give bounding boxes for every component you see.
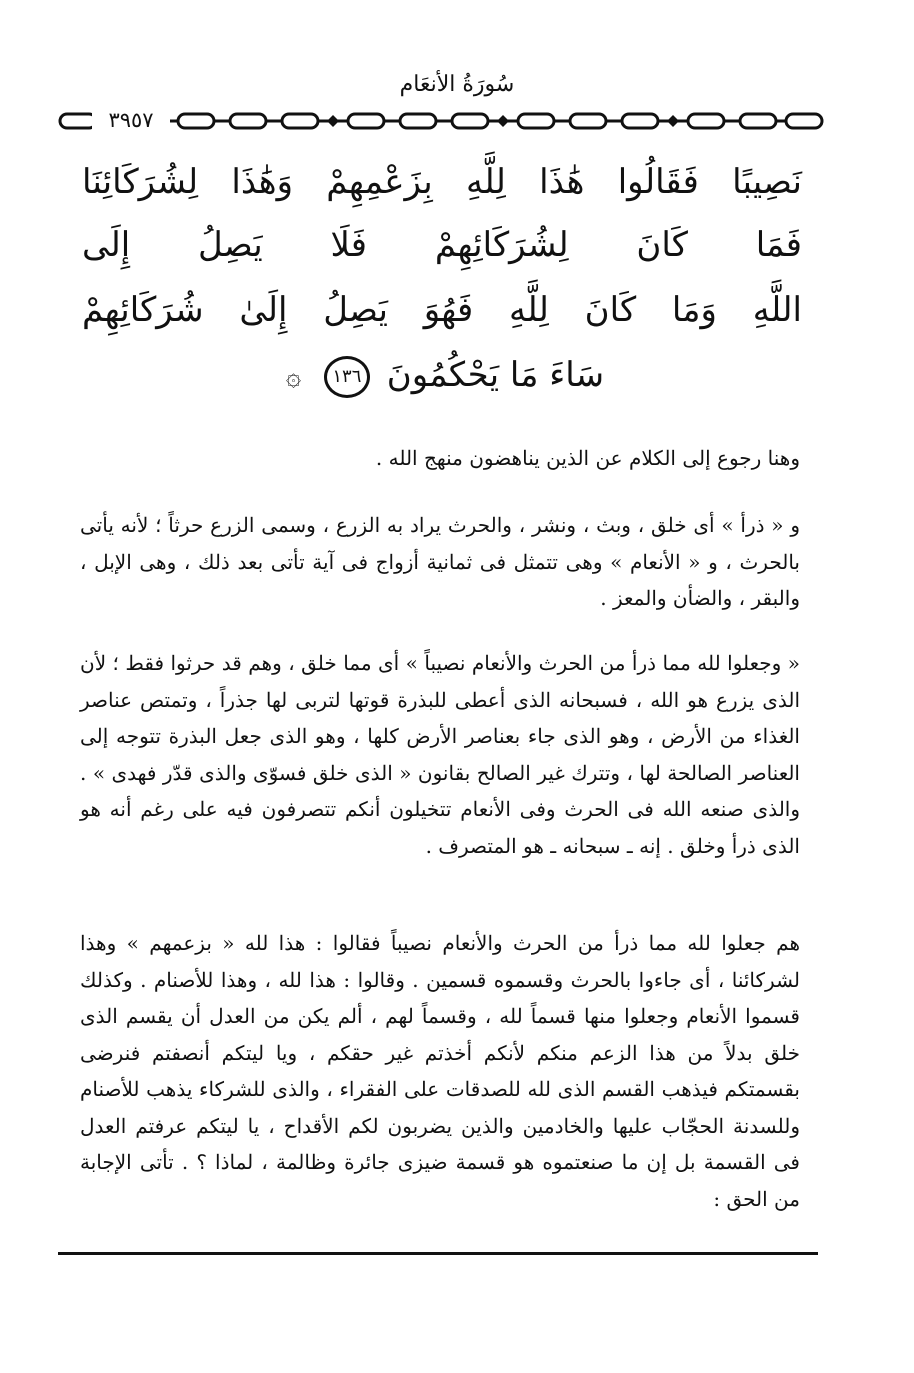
- paragraph-division: هم جعلوا لله مما ذرأ من الحرث والأنعام نصيباً فقالوا : هذا لله « بزعمهم » وهذا لشركائنا ، أى جاءوا بالحرث وقسموه قسمين . وقالوا : هذا لله ، وهذا للأصنام . وكذلك قسموا الأنعام وجعلوا منها قسماً لله ، وقسماً لهم ، ألم يكن من العدل أن يقسم الذى خلق بدلاً من هذا الزعم منكم لأنكم أخذتم غير حقكم ، ويا ليتكم أنصفتم فنرضى بقسمتكم فيذهب القسم الذى لله للصدقات على الفقراء ، والذى للشركاء يذهب للأصنام وللسدنة الحجّاب عليها والخادمين والذين يضربون لكم الأقداح ، يا ليتكم عرفتم العدل فى القسمة بل إن ما صنعتموه هو قسمة ضيزى جائرة وظالمة ، لماذا ؟ . تأتى الإجابة من الحق :: [80, 931, 800, 1211]
- header-ornament-border: [58, 108, 824, 134]
- paragraph-intro: وهنا رجوع إلى الكلام عن الذين يناهضون منهج الله .: [375, 446, 800, 470]
- surah-title: سُورَةُ الأنعَام: [399, 72, 515, 97]
- verse-line-final: [82, 345, 802, 407]
- verse-line: نَصِيبًا فَقَالُوا هَٰذَا لِلَّهِ بِزَعْمِهِمْ وَهَٰذَا لِشُرَكَائِنَا: [82, 162, 802, 202]
- footer-divider: [58, 1252, 818, 1255]
- ayah-number-marker: ١٣٦: [324, 356, 370, 398]
- paragraph-explanation: « وجعلوا لله مما ذرأ من الحرث والأنعام نصيباً » أى مما خلق ، وهم قد حرثوا فقط ؛ لأن الذى يزرع هو الله ، فسبحانه الذى أعطى للبذرة قوتها لتربى لها جذراً ، وتمتص عناصر الغذاء من الأرض ، وهو الذى جاء بعناصر الأرض كلها ، وهو الذى جعل البذرة تتوجه إلى العناصر الصالحة لها ، وتترك غير الصالح بقانون « الذى خلق فسوّى والذى قدّر فهدى » . والذى صنعه الله فى الحرث وفى الأنعام تتخيلون أنكم تتصرفون فيه على رغم أنه هو الذى ذرأ وخلق . إنه ـ سبحانه ـ هو المتصرف .: [80, 651, 800, 858]
- verse-line-text: سَاءَ مَا يَحْكُمُونَ: [386, 355, 605, 395]
- paragraph-definitions: و « ذرأ » أى خلق ، وبث ، ونشر ، والحرث يراد به الزرع ، وسمى الزرع حرثاً ؛ لأنه يأتى بالحرث ، و « الأنعام » وهى تتمثل فى ثمانية أزواج فى آية تأتى بعد ذلك ، وهى الإبل ، والبقر ، والضأن والمعز .: [80, 513, 800, 610]
- verse-line: فَمَا كَانَ لِشُرَكَائِهِمْ فَلَا يَصِلُ إِلَى: [82, 225, 802, 265]
- page-number: ٣٩٥٧: [92, 106, 170, 134]
- verse-end-ornament-icon: ۞: [285, 362, 302, 392]
- verse-line: اللَّهِ وَمَا كَانَ لِلَّهِ فَهُوَ يَصِلُ إِلَىٰ شُرَكَائِهِمْ: [82, 290, 802, 330]
